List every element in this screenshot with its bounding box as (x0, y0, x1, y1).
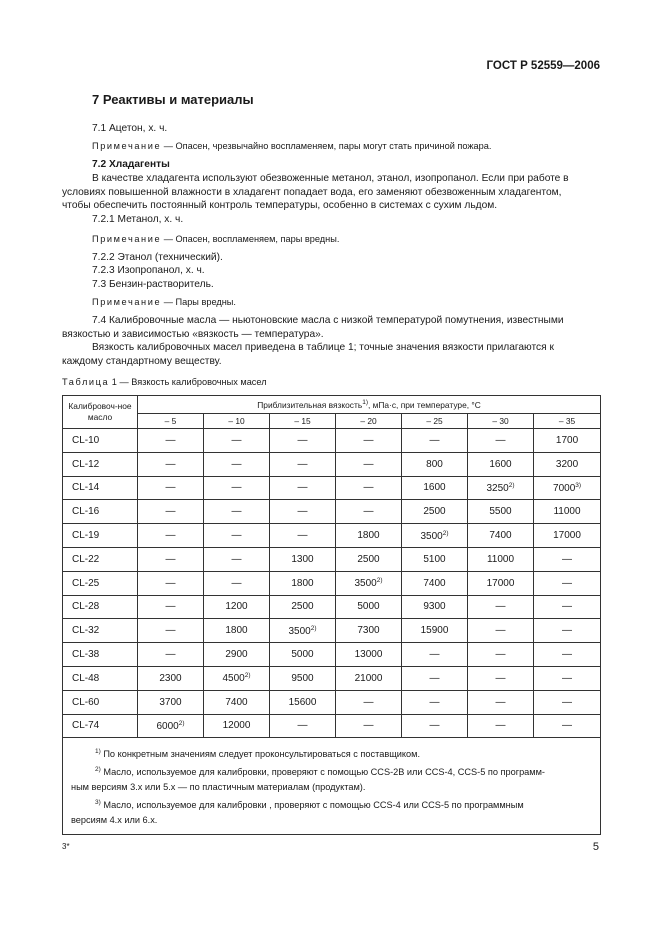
viscosity-value: — (165, 553, 176, 565)
viscosity-value: 17000 (553, 530, 581, 542)
viscosity-cell (402, 547, 468, 571)
viscosity-value: 15900 (420, 625, 449, 637)
footnote-ref: 3) (575, 481, 582, 489)
viscosity-cell (402, 714, 468, 738)
footnote-3-cont: версиям 4.х или 6.х. (71, 815, 158, 826)
viscosity-value: — (297, 720, 308, 732)
oil-name-cell: CL-38 (63, 643, 138, 667)
viscosity-value: 3500 (354, 578, 377, 590)
group-header-text: Приблизительная вязкость (257, 400, 363, 410)
item-7-1: 7.1 Ацетон, х. ч. (92, 123, 168, 134)
viscosity-value: — (562, 672, 573, 684)
viscosity-cell (138, 666, 204, 690)
item-7-2-3: 7.2.3 Изопропанол, х. ч. (92, 265, 205, 276)
viscosity-cell (336, 429, 402, 453)
viscosity-value: 12000 (222, 720, 251, 732)
viscosity-value: 7400 (225, 696, 248, 708)
viscosity-cell (402, 619, 468, 643)
viscosity-value: — (495, 649, 506, 661)
viscosity-value: — (297, 482, 308, 494)
viscosity-cell (204, 452, 270, 476)
viscosity-cell (270, 619, 336, 643)
oil-name-cell: CL-10 (63, 429, 138, 453)
viscosity-cell (138, 714, 204, 738)
viscosity-value: — (429, 434, 440, 446)
viscosity-cell (402, 476, 468, 500)
viscosity-value: — (363, 434, 374, 446)
viscosity-cell (402, 666, 468, 690)
text-line: В качестве хладагента используют обезвоженные метанол, этанол, изопропанол. Если при работе в (92, 173, 569, 184)
table-row (63, 643, 601, 667)
viscosity-value: — (165, 625, 176, 637)
viscosity-cell (534, 429, 601, 453)
viscosity-cell (534, 643, 601, 667)
viscosity-value: — (165, 458, 176, 470)
viscosity-cell (468, 571, 534, 595)
viscosity-value: — (297, 458, 308, 470)
viscosity-cell (138, 429, 204, 453)
viscosity-value: — (495, 601, 506, 613)
viscosity-cell (270, 476, 336, 500)
table-row (63, 429, 601, 453)
viscosity-cell (468, 500, 534, 524)
viscosity-value: 2900 (225, 649, 248, 661)
footnote-mark: 3) (95, 799, 101, 807)
table-row (63, 547, 601, 571)
viscosity-cell (336, 619, 402, 643)
viscosity-value: 3700 (159, 696, 182, 708)
footnote-ref: 2) (178, 719, 185, 727)
note-text: — Опасен, чрезвычайно воспламеняем, пары могут стать причиной пожара. (161, 141, 492, 151)
viscosity-value: 5000 (291, 649, 314, 661)
viscosity-value: 5100 (423, 553, 446, 565)
viscosity-cell (138, 500, 204, 524)
note-3 (92, 296, 236, 310)
viscosity-value: — (297, 506, 308, 518)
viscosity-value: 2500 (291, 601, 314, 613)
viscosity-cell (336, 714, 402, 738)
oil-name-cell: CL-22 (63, 547, 138, 571)
viscosity-cell (138, 571, 204, 595)
viscosity-cell (138, 643, 204, 667)
viscosity-cell (468, 666, 534, 690)
viscosity-value: — (165, 530, 176, 542)
viscosity-value: 5500 (489, 506, 512, 518)
note-label: Примечание (92, 297, 162, 307)
viscosity-cell (468, 524, 534, 548)
viscosity-value: 2500 (357, 553, 380, 565)
viscosity-value: — (562, 553, 573, 565)
viscosity-value: 9500 (291, 672, 314, 684)
group-header-tail: , мПа·с, при температуре, °С (367, 400, 481, 410)
paragraph-7-4 (62, 314, 564, 368)
viscosity-cell (402, 595, 468, 619)
table-row (63, 571, 601, 595)
viscosity-cell (336, 666, 402, 690)
viscosity-cell (402, 690, 468, 714)
viscosity-value: 1700 (555, 434, 579, 446)
note-label: Примечание (92, 141, 162, 151)
section-title: 7 Реактивы и материалы (92, 92, 254, 107)
note-text: — Опасен, воспламеняем, пары вредны. (161, 234, 340, 244)
viscosity-value: — (363, 720, 374, 732)
viscosity-cell (402, 524, 468, 548)
sheet-mark: 3* (62, 842, 70, 851)
note-text: — Пары вредны. (161, 297, 236, 307)
temperature-header: – 35 (534, 414, 601, 429)
viscosity-value: — (562, 696, 573, 708)
viscosity-value: 5000 (357, 601, 380, 613)
viscosity-cell (270, 666, 336, 690)
viscosity-value: — (363, 458, 374, 470)
viscosity-cell (204, 643, 270, 667)
viscosity-value: 13000 (354, 649, 383, 661)
viscosity-value: — (165, 577, 176, 589)
footnote-text: Масло, используемое для калибровки, проверяют с помощью CCS-2B или CCS-4, CCS-5 по программ- (100, 767, 545, 778)
viscosity-cell (468, 595, 534, 619)
viscosity-cell (138, 690, 204, 714)
table-row (63, 666, 601, 690)
table-row (63, 500, 601, 524)
oil-name-cell: CL-16 (63, 500, 138, 524)
oil-name-cell: CL-12 (63, 452, 138, 476)
page-number: 5 (592, 841, 599, 853)
viscosity-cell (138, 524, 204, 548)
viscosity-value: — (297, 530, 308, 542)
viscosity-value: 1800 (225, 625, 248, 637)
viscosity-cell (468, 452, 534, 476)
footnote-mark: 1) (95, 748, 101, 756)
viscosity-value: — (231, 553, 242, 565)
viscosity-cell (204, 500, 270, 524)
viscosity-cell (534, 595, 601, 619)
viscosity-cell (534, 571, 601, 595)
temperature-header: – 15 (270, 414, 336, 429)
viscosity-value: 15600 (288, 696, 317, 708)
viscosity-value: 1800 (291, 577, 314, 589)
viscosity-cell (270, 690, 336, 714)
table-row (63, 690, 601, 714)
oil-name-cell: CL-14 (63, 476, 138, 500)
viscosity-cell (138, 547, 204, 571)
footnote-ref: 2) (508, 481, 515, 489)
viscosity-value: — (429, 672, 440, 684)
viscosity-cell (534, 619, 601, 643)
viscosity-cell (468, 643, 534, 667)
oil-column-header: Калибровоч-ное масло (63, 396, 138, 429)
viscosity-value: — (165, 601, 176, 613)
footnote-2-cont: ным версиям 3.х или 5.х — по пластичным материалам (продуктам). (71, 782, 366, 793)
item-7-3: 7.3 Бензин-растворитель. (92, 279, 214, 290)
viscosity-cell (534, 524, 601, 548)
viscosity-value: — (231, 458, 242, 470)
table-row (63, 619, 601, 643)
viscosity-cell (402, 500, 468, 524)
viscosity-value: 1800 (357, 530, 380, 542)
temperature-header: – 30 (468, 414, 534, 429)
text-line: каждому стандартному веществу. (62, 355, 222, 367)
table-body (63, 429, 601, 738)
footnote-text: Масло, используемое для калибровки , проверяют с помощью CCS-4 или CCS-5 по программным (100, 800, 524, 811)
viscosity-cell (270, 643, 336, 667)
viscosity-cell (534, 476, 601, 500)
viscosity-cell (534, 690, 601, 714)
viscosity-value: — (165, 482, 176, 494)
viscosity-value: — (495, 672, 506, 684)
viscosity-cell (402, 643, 468, 667)
footnote-ref: 2) (244, 672, 251, 680)
footnote-3 (71, 795, 592, 813)
table-caption (62, 377, 267, 387)
viscosity-cell (534, 547, 601, 571)
viscosity-cell (336, 452, 402, 476)
viscosity-value: 800 (426, 458, 443, 470)
viscosity-value: 3250 (486, 482, 509, 494)
viscosity-cell (336, 500, 402, 524)
temperature-header: – 25 (402, 414, 468, 429)
viscosity-cell (204, 690, 270, 714)
text-line: 7.4 Калибровочные масла — ньютоновские масла с низкой температурой помутнения, известными (92, 315, 564, 326)
viscosity-cell (270, 714, 336, 738)
viscosity-cell (204, 476, 270, 500)
viscosity-value: 7000 (553, 482, 576, 494)
temperature-header: – 10 (204, 414, 270, 429)
note-label: Примечание (92, 234, 162, 244)
viscosity-value: — (231, 506, 242, 518)
viscosity-value: 2500 (423, 506, 446, 518)
oil-name-cell: CL-25 (63, 571, 138, 595)
viscosity-cell (402, 571, 468, 595)
standard-code: ГОСТ Р 52559—2006 (486, 60, 600, 72)
viscosity-value: — (231, 434, 242, 446)
viscosity-value: — (231, 577, 242, 589)
viscosity-value: — (495, 625, 506, 637)
oil-name-cell: CL-74 (63, 714, 138, 738)
viscosity-cell (402, 452, 468, 476)
text-line: чтобы обеспечить постоянный контроль температуры, особенно в системах с сухим льдом. (62, 200, 498, 212)
oil-name-cell: CL-32 (63, 619, 138, 643)
viscosity-value: — (495, 696, 506, 708)
viscosity-value: — (165, 434, 176, 446)
viscosity-value: — (429, 696, 440, 708)
viscosity-value: — (231, 530, 242, 542)
viscosity-cell (204, 429, 270, 453)
viscosity-cell (204, 619, 270, 643)
viscosity-value: 4500 (222, 673, 245, 685)
viscosity-cell (270, 524, 336, 548)
text-line: Вязкость калибровочных масел приведена в таблице 1; точные значения вязкости прилагаются к (92, 342, 554, 354)
footnote-ref: 2) (442, 529, 449, 537)
viscosity-value: 1600 (489, 458, 512, 470)
table-row (63, 595, 601, 619)
viscosity-cell (138, 452, 204, 476)
viscosity-cell (138, 595, 204, 619)
viscosity-cell (468, 429, 534, 453)
viscosity-cell (204, 595, 270, 619)
viscosity-value: — (429, 720, 440, 732)
footnote-2 (71, 762, 592, 780)
viscosity-value: — (165, 649, 176, 661)
viscosity-cell (204, 524, 270, 548)
caption-label: Таблица (62, 377, 110, 387)
viscosity-value: — (297, 434, 308, 446)
viscosity-value: — (562, 577, 573, 589)
viscosity-cell (336, 690, 402, 714)
viscosity-value: 9300 (423, 601, 446, 613)
viscosity-value: — (165, 506, 176, 518)
oil-name-cell: CL-28 (63, 595, 138, 619)
paragraph-7-2 (62, 172, 569, 213)
viscosity-cell (534, 714, 601, 738)
viscosity-cell (204, 571, 270, 595)
viscosity-value: 1600 (423, 482, 446, 494)
viscosity-value: 3500 (288, 625, 311, 637)
note-1 (92, 140, 491, 154)
viscosity-cell (468, 690, 534, 714)
viscosity-value: 11000 (553, 506, 581, 518)
viscosity-cell (270, 500, 336, 524)
footnote-ref: 1) (362, 399, 368, 406)
viscosity-cell (204, 714, 270, 738)
footnote-1 (71, 744, 592, 762)
viscosity-value: 6000 (156, 720, 179, 732)
oil-name-cell: CL-48 (63, 666, 138, 690)
viscosity-cell (468, 476, 534, 500)
viscosity-cell (204, 666, 270, 690)
viscosity-value: 2300 (159, 672, 182, 684)
viscosity-value: — (231, 482, 242, 494)
heading-7-2: 7.2 Хладагенты (92, 159, 170, 170)
viscosity-value: — (363, 506, 374, 518)
viscosity-cell (534, 666, 601, 690)
viscosity-cell (270, 595, 336, 619)
viscosity-value: 21000 (354, 672, 383, 684)
viscosity-value: 7300 (357, 625, 380, 637)
viscosity-cell (204, 547, 270, 571)
table-row (63, 714, 601, 738)
viscosity-cell (336, 524, 402, 548)
viscosity-value: — (363, 696, 374, 708)
note-2 (92, 233, 339, 247)
viscosity-cell (270, 571, 336, 595)
viscosity-cell (468, 619, 534, 643)
viscosity-table (62, 395, 601, 835)
viscosity-value: 7400 (489, 530, 512, 542)
temperature-header: – 5 (138, 414, 204, 429)
viscosity-cell (336, 595, 402, 619)
viscosity-cell (336, 643, 402, 667)
viscosity-value: — (495, 720, 506, 732)
temperature-header: – 20 (336, 414, 402, 429)
viscosity-cell (270, 429, 336, 453)
viscosity-value: — (562, 720, 573, 732)
footnote-ref: 2) (376, 577, 383, 585)
text-line: вязкостью и зависимостью «вязкость — температура». (62, 328, 324, 340)
text-line: условиях повышенной влажности в хладагент попадает вода, его заменяют обезвоженным хладагентом, (62, 186, 562, 198)
viscosity-cell (402, 429, 468, 453)
footnote-mark: 2) (95, 766, 101, 774)
viscosity-value: 3200 (555, 458, 579, 470)
viscosity-cell (336, 476, 402, 500)
viscosity-cell (336, 571, 402, 595)
viscosity-value: 3500 (420, 530, 443, 542)
caption-text: 1 — Вязкость калибровочных масел (111, 377, 267, 387)
viscosity-value: — (562, 625, 573, 637)
viscosity-value: 17000 (486, 577, 515, 589)
viscosity-value: 1200 (225, 601, 248, 613)
viscosity-cell (534, 500, 601, 524)
viscosity-cell (270, 547, 336, 571)
viscosity-value: 1300 (291, 553, 314, 565)
viscosity-value: — (429, 649, 440, 661)
table-footnotes (63, 738, 601, 835)
viscosity-value: — (495, 434, 506, 446)
footnote-text: По конкретным значениям следует проконсультироваться с поставщиком. (100, 749, 420, 760)
viscosity-cell (138, 619, 204, 643)
table-row (63, 524, 601, 548)
viscosity-value: — (562, 601, 573, 613)
viscosity-value: 11000 (486, 553, 515, 565)
viscosity-cell (336, 547, 402, 571)
viscosity-cell (468, 547, 534, 571)
viscosity-cell (270, 452, 336, 476)
table-row (63, 452, 601, 476)
viscosity-value: — (363, 482, 374, 494)
oil-name-cell: CL-19 (63, 524, 138, 548)
viscosity-value: — (562, 649, 573, 661)
viscosity-value: 7400 (423, 577, 446, 589)
viscosity-cell (468, 714, 534, 738)
item-7-2-2: 7.2.2 Этанол (технический). (92, 252, 223, 263)
oil-name-cell: CL-60 (63, 690, 138, 714)
table-row (63, 476, 601, 500)
footnote-ref: 2) (310, 624, 317, 632)
viscosity-group-header (138, 396, 601, 414)
viscosity-cell (534, 452, 601, 476)
item-7-2-1: 7.2.1 Метанол, х. ч. (92, 214, 184, 225)
viscosity-cell (138, 476, 204, 500)
